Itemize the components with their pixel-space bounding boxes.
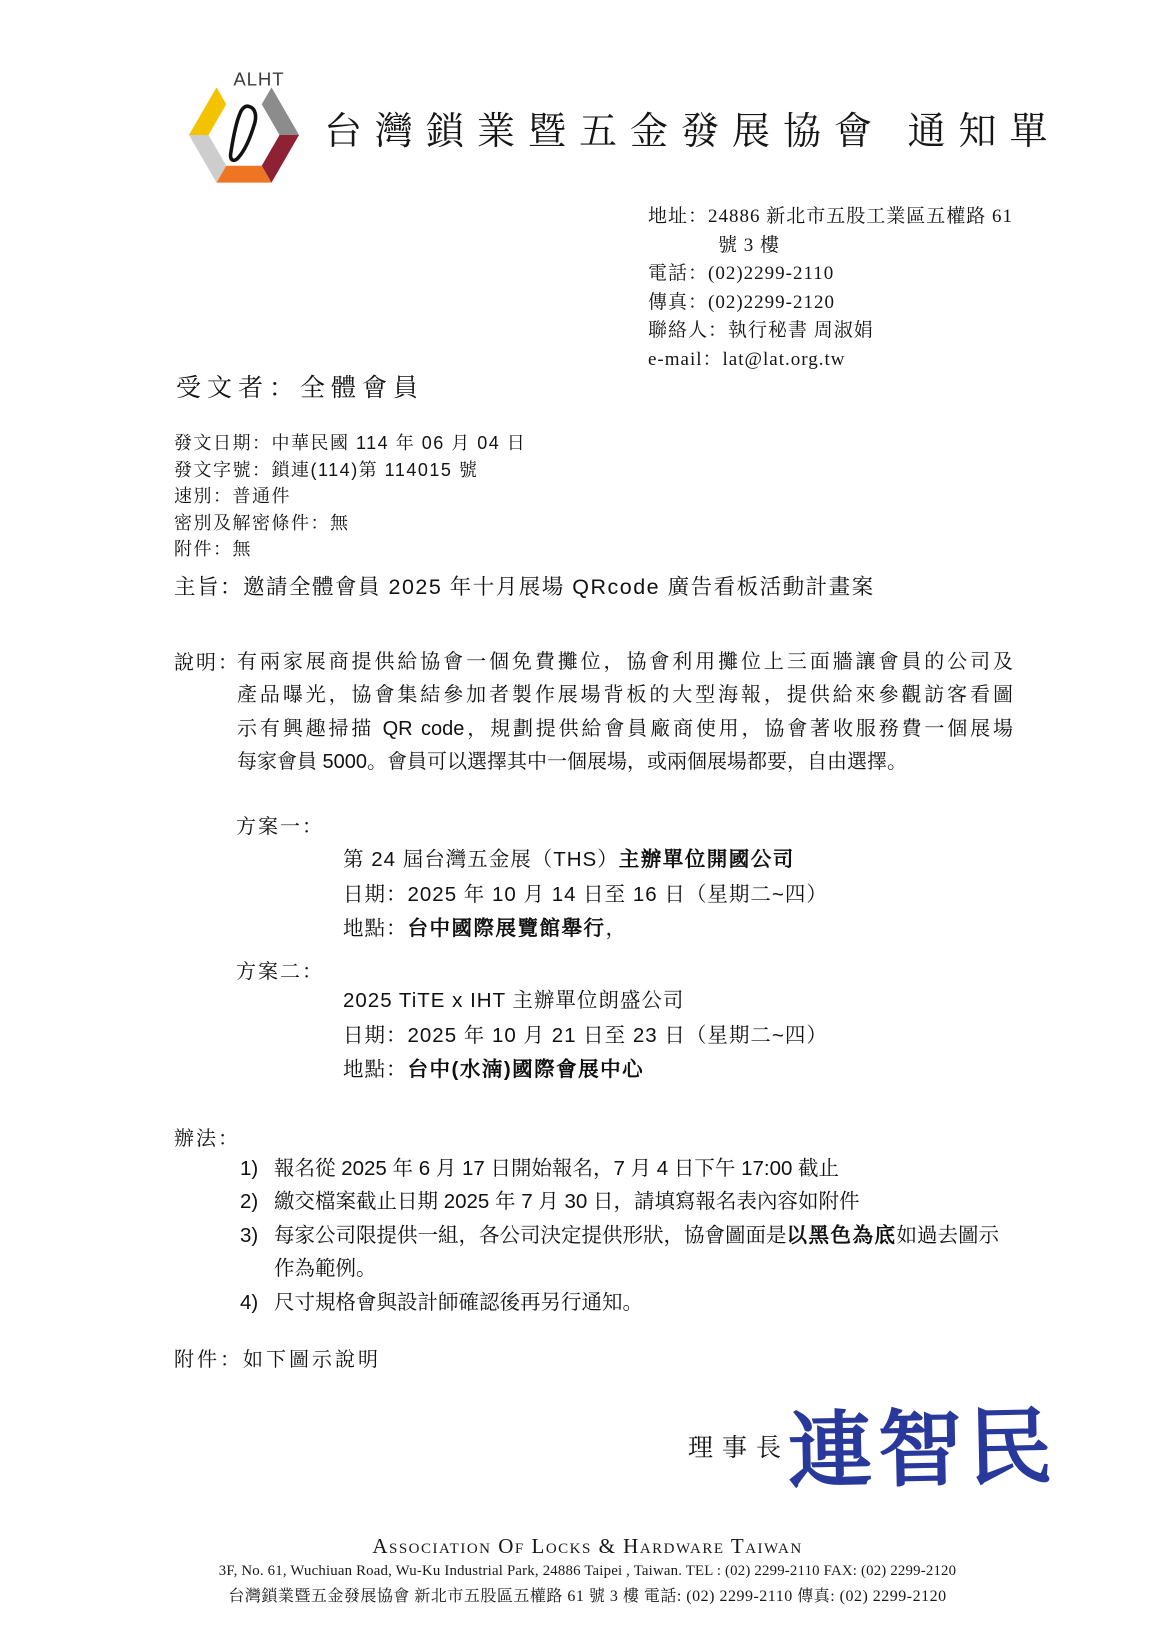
- contact-block: [648, 203, 1118, 375]
- description-body: [237, 646, 1013, 780]
- document-meta: [174, 430, 526, 563]
- alht-logo-graphic: [176, 64, 312, 206]
- plan-two-venue-bold: 台中(水湳)國際會展中心: [407, 1058, 645, 1081]
- subject-label: 主旨：: [174, 575, 244, 599]
- plan-two-heading: 方案二：: [236, 961, 324, 983]
- measure-item-text-bold: 以黑色為底: [786, 1223, 897, 1247]
- plan-one-heading: 方案一：: [236, 816, 324, 838]
- subject-text: 邀請全體會員 2025 年十月展場 QRcode 廣告看板活動計畫案: [243, 575, 875, 599]
- description-label: 說明：: [174, 652, 240, 674]
- measure-item: [240, 1219, 1015, 1286]
- meta-secrecy: 密別及解密條件：無: [174, 512, 350, 533]
- contact-person: 聯絡人：執行秘書 周淑娟: [648, 320, 874, 342]
- plan-one-date: 日期：2025 年 10 月 14 日至 16 日（星期二~四）: [343, 882, 828, 906]
- contact-address-line1: 地址：24886 新北市五股工業區五權路 61: [648, 206, 1014, 227]
- subject-line: [174, 570, 1134, 601]
- chairman-signature: 連智民: [787, 1401, 1060, 1501]
- alht-acronym: ALHT: [233, 68, 285, 90]
- alht-logo: [176, 64, 312, 206]
- plan-two-venue-label: 地點：: [343, 1058, 408, 1081]
- measure-item-number: 3): [240, 1223, 259, 1247]
- plan-one-venue: [343, 912, 828, 947]
- plan-one-title-normal: 第 24 屆台灣五金展（THS）: [343, 848, 619, 871]
- description-line: 每家會員 5000。會員可以選擇其中一個展場，或兩個展場都要，自由選擇。: [237, 751, 908, 774]
- footer-address-en: 3F, No. 61, Wuchiuan Road, Wu-Ku Industrial Park, 24886 Taipei , Taiwan. TEL : (02) 2299-2110 FAX: (02) 2299-2120: [218, 1563, 957, 1579]
- contact-email: e-mail：lat@lat.org.tw: [648, 348, 846, 370]
- meta-issue-date: 發文日期：中華民國 114 年 06 月 04 日: [174, 433, 527, 453]
- measure-item-number: 2): [240, 1190, 259, 1214]
- measure-item: [240, 1286, 1015, 1319]
- measures-list: [240, 1152, 1015, 1319]
- contact-fax: 傳真：(02)2299-2120: [648, 291, 835, 313]
- description-line: 有兩家展商提供給協會一個免費攤位，協會利用攤位上三面牆讓會員的公司及: [237, 651, 1013, 673]
- plan-two-date: 日期：2025 年 10 月 21 日至 23 日（星期二~四）: [343, 1023, 828, 1047]
- plan-one-venue-label: 地點：: [343, 917, 408, 940]
- measure-item-text-post: 如過去圖示作為範例。: [274, 1223, 999, 1281]
- footer-address-zh: 台灣鎖業暨五金發展協會 新北市五股區五權路 61 號 3 樓 電話: (02) 2299-2110 傳真: (02) 2299-2120: [228, 1588, 947, 1605]
- description-line: 產品曝光，協會集結參加者製作展場背板的大型海報，提供給來參觀訪客看圖: [237, 684, 1013, 707]
- plan-one-title: [343, 843, 828, 878]
- chairman-title: 理事長: [688, 1435, 791, 1462]
- measure-item-number: 4): [240, 1290, 259, 1314]
- recipient-line: 受文者：全體會員: [176, 375, 425, 402]
- plan-two-details: [343, 984, 828, 1088]
- measure-item: [240, 1185, 1015, 1218]
- plan-two-venue: [343, 1053, 828, 1088]
- measure-item-text: 報名從 2025 年 6 月 17 日開始報名，7 月 4 日下午 17:00 截止: [274, 1157, 840, 1180]
- contact-phone: 電話：(02)2299-2110: [648, 263, 835, 285]
- description-line: 示有興趣掃描 QR code，規劃提供給會員廠商使用，協會著收服務費一個展場: [237, 717, 1013, 740]
- contact-address-line2: 號 3 樓: [718, 234, 781, 256]
- attachment-note: 附件：如下圖示說明: [174, 1349, 381, 1371]
- meta-attachment: 附件：無: [174, 539, 252, 560]
- measure-item-number: 1): [240, 1157, 259, 1180]
- plan-one-venue-bold: 台中國際展覽館舉行: [407, 917, 606, 940]
- meta-ref-number: 發文字號：鎖連(114)第 114015 號: [174, 459, 479, 480]
- taiwan-island-icon: [231, 106, 256, 160]
- plan-two-title: 2025 TiTE x IHT 主辦單位朗盛公司: [343, 989, 685, 1012]
- measure-item-text: 繳交檔案截止日期 2025 年 7 月 30 日，請填寫報名表內容如附件: [274, 1190, 860, 1214]
- logo-segment-gray: [262, 87, 299, 135]
- measure-item-text-pre: 每家公司限提供一組，各公司決定提供形狀，協會圖面是: [274, 1223, 787, 1247]
- plan-one-title-bold: 主辦單位開國公司: [618, 848, 795, 871]
- footer-org-name-en: Association Of Locks & Hardware Taiwan: [372, 1534, 803, 1558]
- measure-item: [240, 1152, 1015, 1185]
- meta-priority: 速別：普通件: [174, 486, 291, 507]
- logo-segment-yellow: [189, 87, 226, 135]
- plan-one-venue-suffix: ，: [605, 917, 627, 940]
- measure-item-text: 尺寸規格會與設計師確認後再另行通知。: [274, 1290, 643, 1314]
- page-title: 台灣鎖業暨五金發展協會 通知單: [324, 111, 1061, 153]
- plan-one-details: [343, 843, 828, 947]
- measure-item-text: [274, 1219, 1015, 1286]
- footer: [0, 1534, 1175, 1606]
- measures-label: 辦法：: [174, 1128, 240, 1150]
